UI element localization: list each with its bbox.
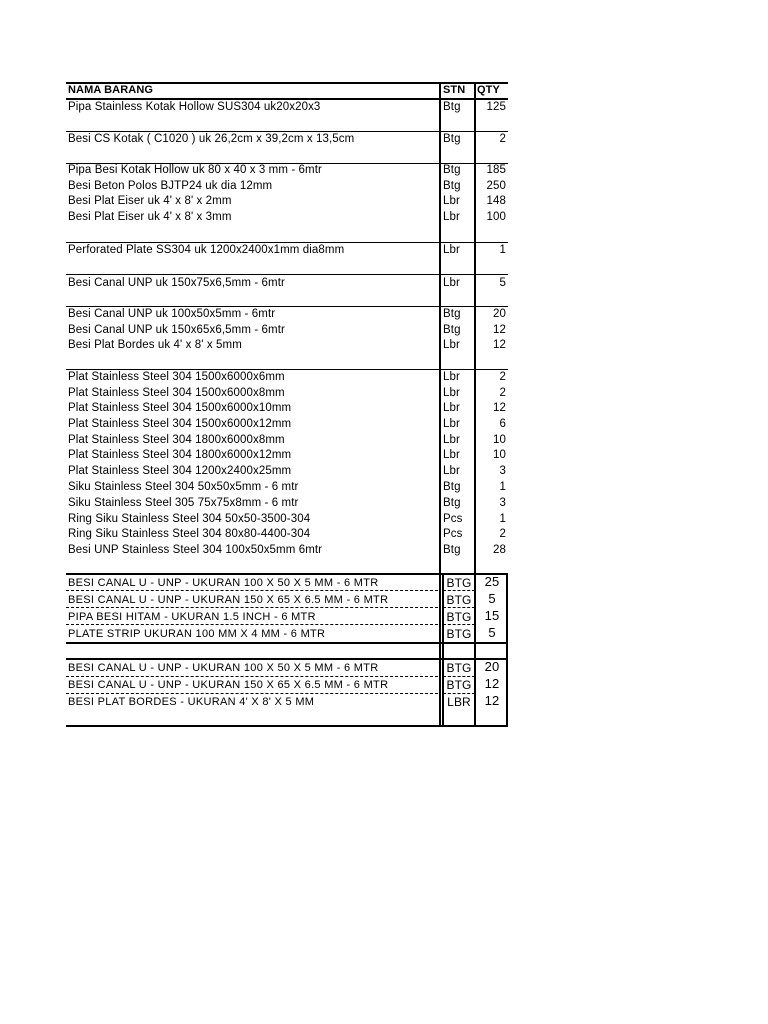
item-qty: 3 bbox=[499, 497, 506, 509]
item-unit: Lbr bbox=[443, 387, 460, 399]
item-qty: 125 bbox=[486, 101, 506, 113]
item-name: Besi CS Kotak ( C1020 ) uk 26,2cm x 39,2cm x 13,5cm bbox=[68, 133, 355, 145]
item-unit: Lbr bbox=[443, 371, 460, 383]
item-unit: LBR bbox=[447, 695, 471, 709]
item-qty: 20 bbox=[493, 308, 506, 320]
item-qty: 1 bbox=[499, 244, 506, 256]
item-unit: Btg bbox=[443, 101, 461, 113]
item-name: Besi Plat Bordes uk 4' x 8' x 5mm bbox=[68, 339, 242, 351]
item-qty: 2 bbox=[499, 133, 506, 145]
dashed-divider bbox=[66, 624, 438, 625]
item-unit: Btg bbox=[443, 481, 461, 493]
item-qty: 12 bbox=[493, 324, 506, 336]
item-name: Besi Plat Eiser uk 4' x 8' x 3mm bbox=[68, 211, 232, 223]
dashed-divider bbox=[66, 676, 438, 677]
item-name: Plat Stainless Steel 304 1200x2400x25mm bbox=[68, 465, 292, 477]
item-unit: Lbr bbox=[443, 277, 460, 289]
item-name: Plat Stainless Steel 304 1800x6000x8mm bbox=[68, 434, 285, 446]
item-name: Ring Siku Stainless Steel 304 80x80-4400-304 bbox=[68, 528, 311, 540]
item-unit: BTG bbox=[446, 678, 472, 692]
header-nama-barang: NAMA BARANG bbox=[68, 84, 154, 96]
item-qty: 28 bbox=[493, 544, 506, 556]
item-name: Besi Canal UNP uk 150x65x6,5mm - 6mtr bbox=[68, 324, 285, 336]
item-unit: Lbr bbox=[443, 434, 460, 446]
item-unit: Lbr bbox=[443, 465, 460, 477]
item-unit: Lbr bbox=[443, 244, 460, 256]
header-qty: QTY bbox=[477, 84, 500, 96]
item-name: Plat Stainless Steel 304 1500x6000x8mm bbox=[68, 387, 285, 399]
item-qty: 12 bbox=[484, 676, 500, 691]
item-unit: Lbr bbox=[443, 402, 460, 414]
item-unit: BTG bbox=[446, 627, 472, 641]
header-stn: STN bbox=[443, 84, 466, 96]
item-qty: 6 bbox=[499, 418, 506, 430]
item-unit: Btg bbox=[443, 133, 461, 145]
item-unit: Lbr bbox=[443, 211, 460, 223]
item-qty: 12 bbox=[493, 402, 506, 414]
item-name: BESI CANAL U - UNP - UKURAN 150 X 65 X 6.5 MM - 6 MTR bbox=[68, 679, 389, 691]
item-qty: 5 bbox=[499, 277, 506, 289]
item-name: PIPA BESI HITAM - UKURAN 1.5 INCH - 6 MTR bbox=[68, 611, 316, 623]
item-name: Pipa Stainless Kotak Hollow SUS304 uk20x20x3 bbox=[68, 101, 321, 113]
row-divider bbox=[66, 274, 508, 275]
item-qty: 1 bbox=[499, 513, 506, 525]
item-qty: 12 bbox=[484, 693, 500, 708]
dashed-divider bbox=[66, 693, 438, 694]
item-name: BESI CANAL U - UNP - UKURAN 100 X 50 X 5 MM - 6 MTR bbox=[68, 662, 379, 674]
item-name: Siku Stainless Steel 304 50x50x5mm - 6 mtr bbox=[68, 481, 299, 493]
dashed-divider bbox=[443, 624, 475, 625]
item-qty: 185 bbox=[486, 164, 506, 176]
item-unit: Btg bbox=[443, 324, 461, 336]
item-unit: BTG bbox=[446, 593, 472, 607]
item-name: Besi UNP Stainless Steel 304 100x50x5mm 6mtr bbox=[68, 544, 323, 556]
dashed-divider bbox=[66, 590, 438, 591]
item-name: Plat Stainless Steel 304 1500x6000x12mm bbox=[68, 418, 292, 430]
item-name: Pipa Besi Kotak Hollow uk 80 x 40 x 3 mm - 6mtr bbox=[68, 164, 322, 176]
item-name: Perforated Plate SS304 uk 1200x2400x1mm dia8mm bbox=[68, 244, 345, 256]
item-qty: 100 bbox=[486, 211, 506, 223]
item-qty: 2 bbox=[499, 528, 506, 540]
item-qty: 5 bbox=[488, 591, 496, 606]
item-name: Siku Stainless Steel 305 75x75x8mm - 6 mtr bbox=[68, 497, 299, 509]
dashed-divider bbox=[443, 676, 475, 677]
item-qty: 10 bbox=[493, 434, 506, 446]
item-qty: 15 bbox=[484, 608, 500, 623]
item-unit: Lbr bbox=[443, 195, 460, 207]
item-name: BESI PLAT BORDES - UKURAN 4' X 8' X 5 MM bbox=[68, 696, 315, 708]
item-name: PLATE STRIP UKURAN 100 MM X 4 MM - 6 MTR bbox=[68, 628, 326, 640]
item-unit: Btg bbox=[443, 308, 461, 320]
item-name: Plat Stainless Steel 304 1500x6000x10mm bbox=[68, 402, 292, 414]
item-unit: Lbr bbox=[443, 418, 460, 430]
dashed-divider bbox=[66, 607, 438, 608]
item-qty: 12 bbox=[493, 339, 506, 351]
item-name: Besi Beton Polos BJTP24 uk dia 12mm bbox=[68, 180, 273, 192]
item-unit: BTG bbox=[446, 576, 472, 590]
dashed-divider bbox=[443, 693, 475, 694]
item-name: Plat Stainless Steel 304 1800x6000x12mm bbox=[68, 449, 292, 461]
item-qty: 250 bbox=[486, 180, 506, 192]
item-qty: 2 bbox=[499, 387, 506, 399]
item-table bbox=[66, 82, 508, 728]
item-unit: Btg bbox=[443, 164, 461, 176]
item-qty: 148 bbox=[486, 195, 506, 207]
item-unit: Lbr bbox=[443, 339, 460, 351]
column-divider-stn bbox=[439, 82, 441, 727]
item-name: BESI CANAL U - UNP - UKURAN 150 X 65 X 6.5 MM - 6 MTR bbox=[68, 594, 389, 606]
item-unit: Lbr bbox=[443, 449, 460, 461]
dashed-divider bbox=[443, 607, 475, 608]
item-qty: 2 bbox=[499, 371, 506, 383]
item-unit: BTG bbox=[446, 610, 472, 624]
item-name: BESI CANAL U - UNP - UKURAN 100 X 50 X 5 MM - 6 MTR bbox=[68, 577, 379, 589]
item-unit: BTG bbox=[446, 661, 472, 675]
item-qty: 25 bbox=[484, 574, 500, 589]
item-name: Besi Canal UNP uk 150x75x6,5mm - 6mtr bbox=[68, 277, 285, 289]
item-unit: Btg bbox=[443, 544, 461, 556]
item-unit: Pcs bbox=[443, 528, 463, 540]
item-qty: 3 bbox=[499, 465, 506, 477]
item-name: Ring Siku Stainless Steel 304 50x50-3500-304 bbox=[68, 513, 311, 525]
item-name: Besi Canal UNP uk 100x50x5mm - 6mtr bbox=[68, 308, 276, 320]
item-unit: Pcs bbox=[443, 513, 463, 525]
item-qty: 10 bbox=[493, 449, 506, 461]
item-qty: 1 bbox=[499, 481, 506, 493]
item-qty: 5 bbox=[488, 625, 496, 640]
dashed-divider bbox=[443, 590, 475, 591]
item-qty: 20 bbox=[484, 659, 500, 674]
item-name: Besi Plat Eiser uk 4' x 8' x 2mm bbox=[68, 195, 232, 207]
item-name: Plat Stainless Steel 304 1500x6000x6mm bbox=[68, 371, 285, 383]
item-unit: Btg bbox=[443, 180, 461, 192]
item-unit: Btg bbox=[443, 497, 461, 509]
